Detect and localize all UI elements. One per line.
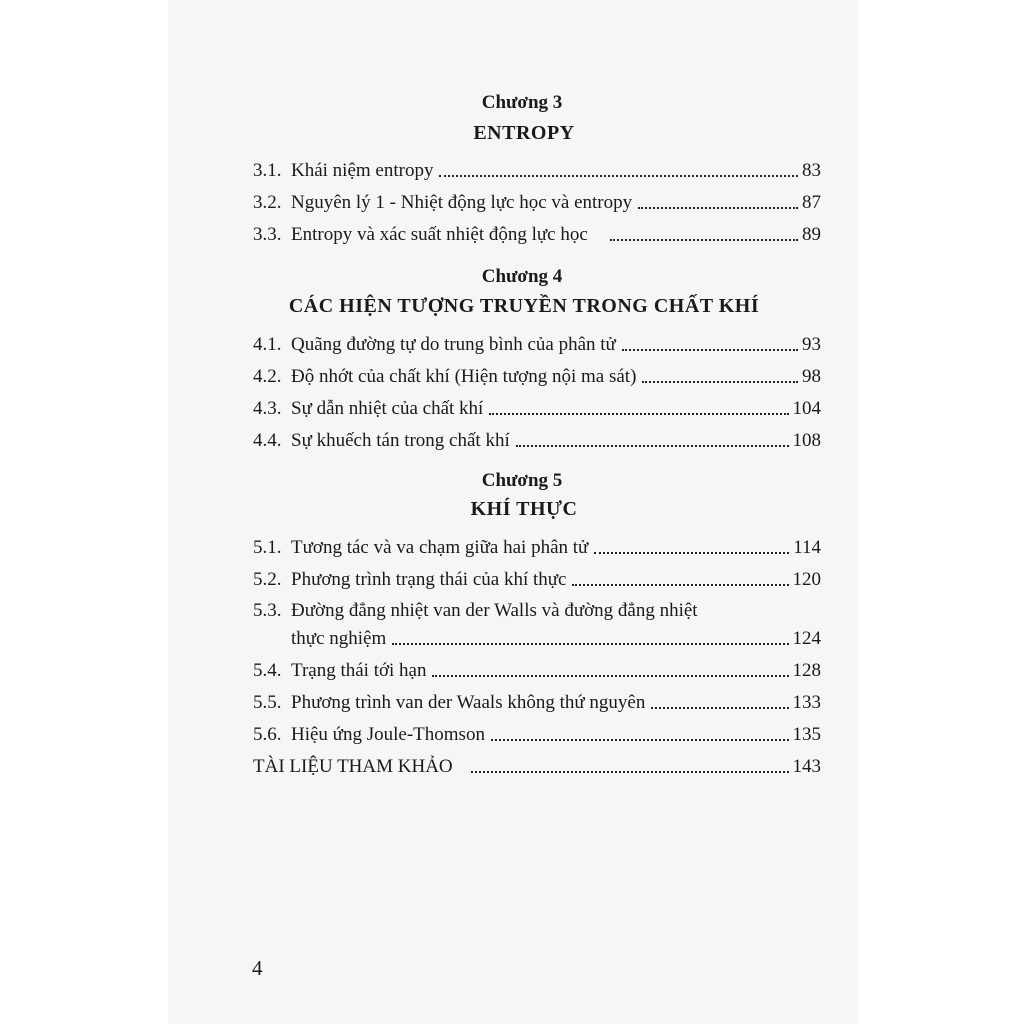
toc-entry-number: 3.2. [253,192,282,213]
toc-entry-page: 108 [792,430,821,451]
toc-entry [253,594,821,622]
dot-leader [642,381,798,383]
chapter-3-title: ENTROPY [473,122,575,144]
toc-entry [253,154,821,182]
toc-entry [253,531,821,559]
toc-entry-title: Phương trình van der Waals không thứ nguyên [291,692,646,713]
dot-leader [491,739,789,741]
toc-entry-number: 4.2. [253,366,282,387]
dot-leader [432,675,788,677]
dot-leader [392,643,788,645]
toc-entry [253,360,821,388]
toc-entry-title: Sự khuếch tán trong chất khí [291,430,510,451]
toc-entry-number: 3.1. [253,160,282,181]
toc-entry-title: Đường đẳng nhiệt van der Walls và đường đẳng nhiệt [291,600,698,621]
chapter-4-title: CÁC HIỆN TƯỢNG TRUYỀN TRONG CHẤT KHÍ [288,295,760,317]
dot-leader [622,349,798,351]
chapter-5-title: KHÍ THỰC [470,498,578,520]
dot-leader [651,707,788,709]
toc-entry-page: 93 [802,334,821,355]
dot-leader [489,413,788,415]
toc-entry [253,686,821,714]
references-entry [253,750,821,778]
chapter-4-label: Chương 4 [481,266,563,287]
toc-entry-page: 87 [802,192,821,213]
toc-entry [253,218,821,246]
toc-entry [253,392,821,420]
toc-entry-page: 83 [802,160,821,181]
toc-entry-number: 4.1. [253,334,282,355]
chapter-5-label: Chương 5 [481,470,563,491]
dot-leader [594,552,789,554]
toc-entry-title: Hiệu ứng Joule-Thomson [291,724,485,745]
dot-leader [638,207,798,209]
toc-entry [253,563,821,591]
toc-entry-page: 124 [792,628,821,649]
toc-entry-title: Tương tác và va chạm giữa hai phân tử [291,537,589,558]
toc-entry [253,328,821,356]
toc-entry-number: 4.3. [253,398,282,419]
toc-entry-page: 98 [802,366,821,387]
toc-entry-title: Độ nhớt của chất khí (Hiện tượng nội ma sát) [291,366,637,387]
toc-entry-page: 133 [792,692,821,713]
toc-entry-page: 128 [792,660,821,681]
toc-entry-number: 5.5. [253,692,282,713]
chapter-3-label: Chương 3 [481,92,563,113]
dot-leader [516,445,789,447]
toc-entry-page: 89 [802,224,821,245]
toc-entry [253,654,821,682]
toc-entry-title: Nguyên lý 1 - Nhiệt động lực học và entropy [291,192,633,213]
dot-leader [471,771,789,773]
page-number: 4 [252,956,263,980]
toc-entry-number: 5.2. [253,569,282,590]
toc-entry-title: Khái niệm entropy [291,160,434,181]
toc-entry-page: 104 [792,398,821,419]
toc-entry-title: Phương trình trạng thái của khí thực [291,569,567,590]
toc-entry-number: 4.4. [253,430,282,451]
toc-entry-title: Trạng thái tới hạn [291,660,427,681]
toc-entry-title: Entropy và xác suất nhiệt động lực học [291,224,588,245]
toc-entry-number: 5.4. [253,660,282,681]
toc-entry-title: Sự dẫn nhiệt của chất khí [291,398,484,419]
dot-leader [610,239,798,241]
toc-entry-title: Quãng đường tự do trung bình của phân tử [291,334,616,355]
references-title: TÀI LIỆU THAM KHẢO [253,756,453,777]
toc-entry [253,186,821,214]
toc-entry-page: 114 [793,537,821,558]
toc-entry-number: 5.1. [253,537,282,558]
toc-entry [253,718,821,746]
dot-leader [572,584,788,586]
dot-leader [439,175,798,177]
toc-entry [253,424,821,452]
toc-entry-continuation [291,622,821,650]
toc-entry-page: 135 [792,724,821,745]
references-page: 143 [792,756,821,777]
toc-entry-number: 3.3. [253,224,282,245]
toc-entry-page: 120 [792,569,821,590]
toc-entry-number: 5.3. [253,600,282,621]
toc-entry-title-continued: thực nghiệm [291,628,387,649]
toc-entry-number: 5.6. [253,724,282,745]
